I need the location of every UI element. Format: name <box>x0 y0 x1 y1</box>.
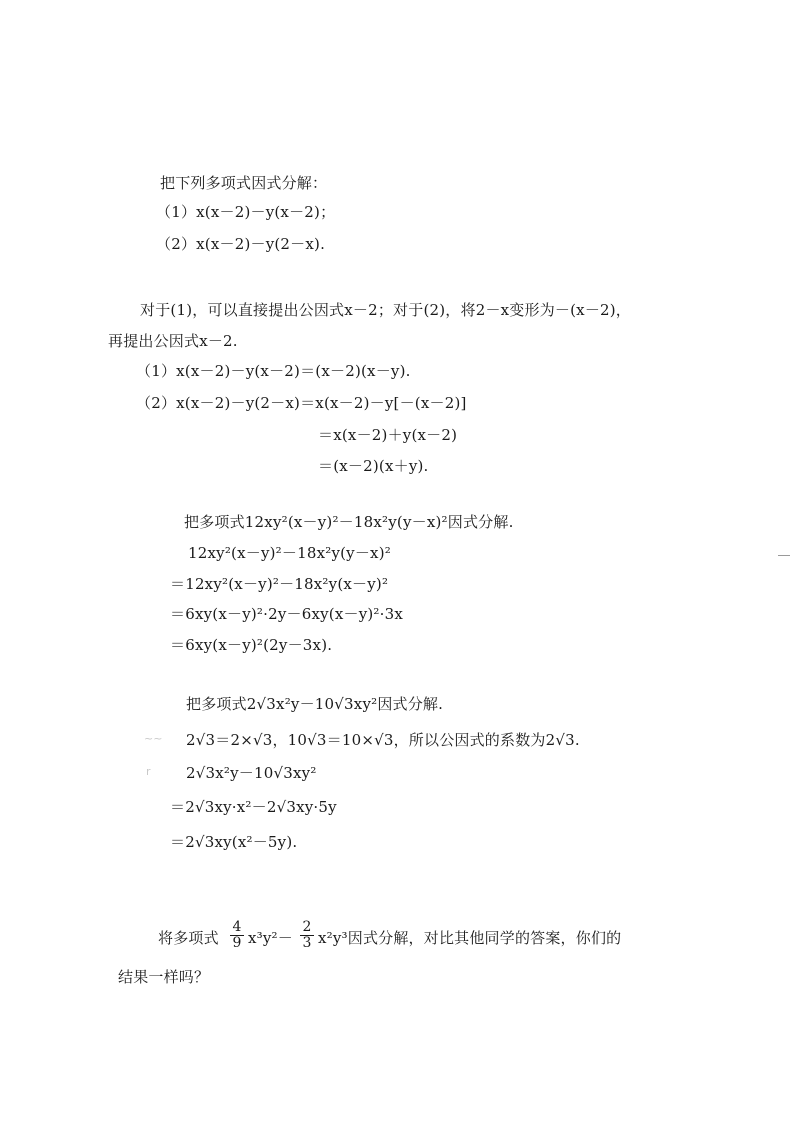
solution1-analysis-line1: 对于(1)，可以直接提出公因式x－2；对于(2)，将2－x变形为－(x－2)， <box>140 301 632 319</box>
example3-step-3: ＝2√3xy·x²－2√3xy·5y <box>170 798 337 816</box>
exercise-line2: 结果一样吗？ <box>118 968 210 986</box>
example1-prompt: 把下列多项式因式分解： <box>160 174 328 192</box>
fraction-denominator: 3 <box>302 935 312 951</box>
example3-step-1: 2√3＝2×√3，10√3＝10×√3，所以公因式的系数为2√3. <box>186 731 580 749</box>
exercise-text-a: 将多项式 <box>158 929 219 947</box>
exercise-text-b: x³y²－ <box>248 929 293 947</box>
solution1-answer-2-line1: （2）x(x－2)－y(2－x)＝x(x－2)－y[－(x－2)] <box>136 394 467 412</box>
solution1-analysis-line2: 再提出公因式x－2. <box>108 332 238 350</box>
solution1-answer-2-line2: ＝x(x－2)＋y(x－2) <box>318 426 458 444</box>
example2-prompt: 把多项式12xy²(x－y)²－18x²y(y－x)²因式分解. <box>184 513 514 531</box>
fraction-numerator: 2 <box>300 920 314 936</box>
example3-step-2: 2√3x²y－10√3xy² <box>186 764 317 782</box>
scan-artifact: ~~ <box>144 732 163 745</box>
example1-question-2: （2）x(x－2)－y(2－x). <box>156 235 326 253</box>
fraction-numerator: 4 <box>230 920 244 936</box>
fraction-four-ninths <box>230 920 244 951</box>
solution1-answer-1: （1）x(x－2)－y(x－2)＝(x－2)(x－y). <box>136 362 411 380</box>
fraction-denominator: 9 <box>232 935 242 951</box>
example2-step-4: ＝6xy(x－y)²(2y－3x). <box>170 636 333 654</box>
example3-prompt: 把多项式2√3x²y－10√3xy²因式分解. <box>186 695 444 713</box>
exercise-text-c: x²y³因式分解，对比其他同学的答案，你们的 <box>318 929 622 947</box>
example2-step-2: ＝12xy²(x－y)²－18x²y(x－y)² <box>170 575 389 593</box>
faint-watermark <box>218 1100 588 1112</box>
margin-mark <box>778 555 790 556</box>
example3-step-4: ＝2√3xy(x²－5y). <box>170 833 298 851</box>
example1-question-1: （1）x(x－2)－y(x－2)； <box>156 203 336 221</box>
scan-artifact: r <box>146 765 151 778</box>
solution1-answer-2-line3: ＝(x－2)(x＋y). <box>318 457 429 475</box>
example2-step-3: ＝6xy(x－y)²·2y－6xy(x－y)²·3x <box>170 605 404 623</box>
example2-step-1: 12xy²(x－y)²－18x²y(y－x)² <box>188 544 391 562</box>
fraction-two-thirds <box>300 920 314 951</box>
